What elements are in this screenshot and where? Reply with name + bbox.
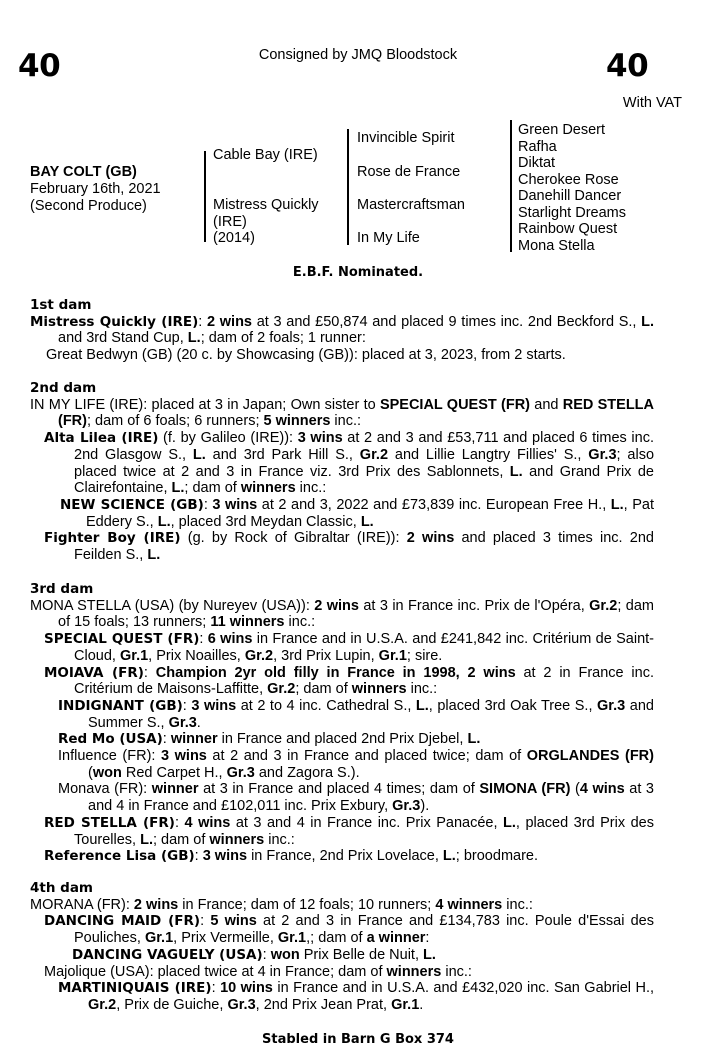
third-dam-section: 3rd dam MONA STELLA (USA) (by Nureyev (USA)): 2 wins at 3 in France inc. Prix de l'Opéra, Gr.2; dam of 15 foals; 13 runners; 11 winners inc.: SPECIAL QUEST (FR): 6 wins in France and in U.S.A. and £241,842 inc. Critérium de Saint-Cloud, Gr.1, Prix Noailles, Gr.2, 3rd Prix Lupin, Gr.1; sire. MOIAVA (FR): Champion 2yr old filly in France in 1998, 2 wins at 2 in France inc. Critérium de Maisons-Laffitte, Gr.2; dam of winners inc.: INDIGNANT (GB): 3 wins at 2 to 4 inc. Cathedral S., L., placed 3rd Oak Tree S., Gr.3 and Summer S., Gr.3. Red Mo (USA): winner in France and placed 2nd Prix Djebel, L. Influence (FR): 3 wins at 2 and 3 in France and placed twice; dam of ORGLANDES (FR) (won Red Carpet H., Gr.3 and Zagora S.). Monava (FR): winner at 3 in France and placed 4 times; dam of SIMONA (FR) (4 wins at 3 and 4 in France and £102,011 inc. Prix Exbury, Gr.3). RED STELLA (FR): 4 wins at 3 and 4 in France inc. Prix Panacée, L., placed 3rd Prix des Tourelles, L.; dam of winners inc.: Reference Lisa (GB): 3 wins in France, 2nd Prix Lovelace, L.; broodmare. [30, 581, 655, 865]
fourth-dam-section: 4th dam MORANA (FR): 2 wins in France; dam of 12 foals; 10 runners; 4 winners inc.: DANCING MAID (FR): 5 wins at 2 and 3 in France and £134,783 inc. Poule d'Essai des Pouliches, Gr.1, Prix Vermeille, Gr.1,; dam of a winner: DANCING VAGUELY (USA): won Prix Belle de Nuit, L. Majolique (USA): placed twice at 4 in France; dam of winners inc.: MARTINIQUAIS (IRE): 10 wins in France and in U.S.A. and £432,020 inc. San Gabriel H., Gr.2, Prix de Guiche, Gr.3, 2nd Prix Jean Prat, Gr.1. [30, 880, 655, 1013]
ebf-nominated: E.B.F. Nominated. [292, 265, 424, 280]
second-dam-section: 2nd dam IN MY LIFE (IRE): placed at 3 in Japan; Own sister to SPECIAL QUEST (FR) and RED STELLA (FR); dam of 6 foals; 6 runners; 5 winners inc.: Alta Lilea (IRE) (f. by Galileo (IRE)): 3 wins at 2 and 3 and £53,711 and placed 6 times inc. 2nd Glasgow S., L. and 3rd Park Hill S., Gr.2 and Lillie Langtry Fillies' S., Gr.3; also placed twice at 2 and 3 in France viz. 3rd Prix des Sablonnets, L. and Grand Prix de Clairefontaine, L.; dam of winners inc.: NEW SCIENCE (GB): 3 wins at 2 and 3, 2022 and £73,839 inc. European Free H., L., Pat Eddery S., L., placed 3rd Meydan Classic, L. Fighter Boy (IRE) (g. by Rock of Gibraltar (IRE)): 2 wins and placed 3 times inc. 2nd Feilden S., L. [30, 380, 655, 564]
pedigree-bracket-1 [204, 151, 206, 242]
vat-label: With VAT [622, 95, 682, 111]
stabling-footer: Stabled in Barn G Box 374 [262, 1032, 454, 1047]
consignor-text: Consigned by JMQ Bloodstock [258, 47, 458, 63]
horse-dob: February 16th, 2021 [30, 181, 161, 197]
horse-info [30, 164, 161, 215]
horse-produce: (Second Produce) [30, 198, 147, 214]
pedigree-sire: Cable Bay (IRE) [213, 147, 318, 163]
pedigree-gp-3: Mastercraftsman [357, 197, 465, 213]
pedigree-ggp-list: Green Desert Rafha Diktat Cherokee Rose Danehill Dancer Starlight Dreams Rainbow Quest Mona Stella [518, 122, 626, 254]
lot-number-right: 40 [606, 48, 649, 84]
pedigree-gp-1: Invincible Spirit [357, 130, 455, 146]
lot-number-left: 40 [18, 48, 61, 84]
pedigree-bracket-2 [347, 129, 349, 245]
section-heading: 3rd dam [30, 581, 94, 597]
pedigree-gp-4: In My Life [357, 230, 420, 246]
pedigree-dam: Mistress Quickly (IRE) (2014) [213, 197, 319, 246]
pedigree-gp-2: Rose de France [357, 164, 461, 180]
first-dam-section: 1st dam Mistress Quickly (IRE): 2 wins at 3 and £50,874 and placed 9 times inc. 2nd Beckford S., L. and 3rd Stand Cup, L.; dam of 2 foals; 1 runner: Great Bedwyn (GB) (20 c. by Showcasing (GB)): placed at 3, 2023, from 2 starts. [30, 297, 655, 364]
section-heading: 1st dam [30, 297, 92, 313]
section-heading: 2nd dam [30, 380, 97, 396]
section-heading: 4th dam [30, 880, 93, 896]
pedigree-bracket-3 [510, 120, 512, 252]
horse-name: BAY COLT (GB) [30, 164, 137, 180]
